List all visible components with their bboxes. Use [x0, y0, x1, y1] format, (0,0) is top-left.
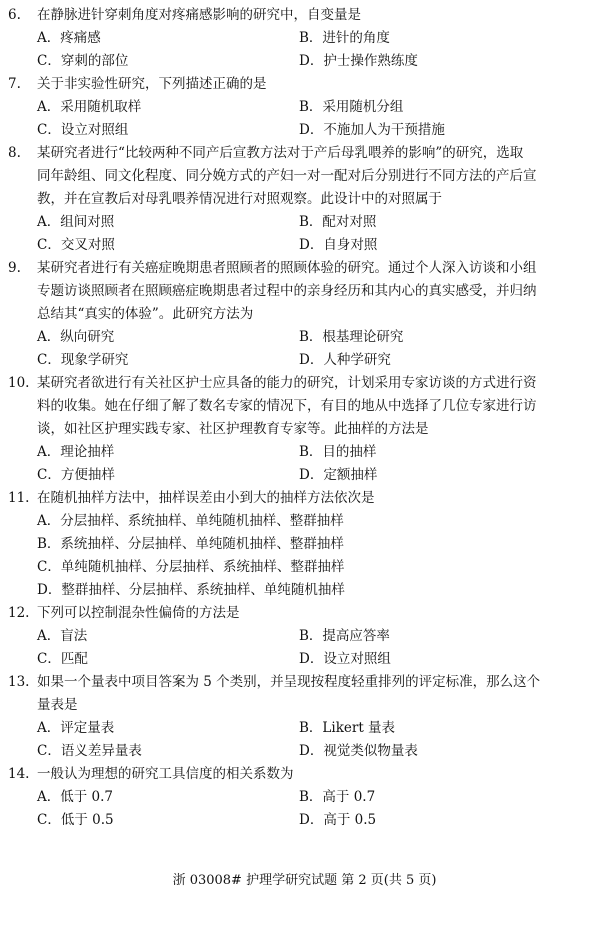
question-stem-continuation: 教，并在宣教后对母乳喂养情况进行对照观察。此设计中的对照属于	[37, 191, 442, 207]
option-row	[0, 50, 609, 73]
option: B．Likert 量表	[299, 720, 396, 736]
question-6	[0, 4, 609, 73]
option-group	[0, 786, 609, 832]
option-row	[0, 809, 609, 832]
question-stem-line	[0, 372, 609, 395]
option: A．评定量表	[37, 720, 115, 736]
option-row	[0, 234, 609, 257]
question-stem-line	[0, 763, 609, 786]
question-number: 10.	[8, 375, 30, 391]
page-footer: 浙 03008# 护理学研究试题 第 2 页(共 5 页)	[172, 873, 437, 888]
option-group	[0, 211, 609, 257]
option-row	[0, 717, 609, 740]
option: D．设立对照组	[299, 651, 391, 667]
option: A．分层抽样、系统抽样、单纯随机抽样、整群抽样	[37, 513, 344, 529]
option: C．低于 0.5	[37, 812, 114, 828]
option-group	[0, 96, 609, 142]
option: B．系统抽样、分层抽样、单纯随机抽样、整群抽样	[37, 536, 344, 552]
question-12	[0, 602, 609, 671]
question-stem: 某研究者进行“比较两种不同产后宣教方法对于产后母乳喂养的影响”的研究，选取	[37, 145, 524, 161]
option: C．单纯随机抽样、分层抽样、系统抽样、整群抽样	[37, 559, 345, 575]
question-stem-line	[0, 4, 609, 27]
option: D．人种学研究	[299, 352, 391, 368]
option-row	[0, 786, 609, 809]
option: B．进针的角度	[299, 30, 390, 46]
question-stem: 在静脉进针穿刺角度对疼痛感影响的研究中，自变量是	[37, 7, 361, 23]
option-row	[0, 326, 609, 349]
option: B．根基理论研究	[299, 329, 404, 345]
option: B．提高应答率	[299, 628, 390, 644]
question-stem-continuation: 总结其“真实的体验”。此研究方法为	[37, 306, 254, 322]
option-row	[0, 510, 609, 533]
question-10	[0, 372, 609, 487]
question-stem: 关于非实验性研究，下列描述正确的是	[37, 76, 267, 92]
option: D．定额抽样	[299, 467, 378, 483]
option: C．现象学研究	[37, 352, 129, 368]
question-stem: 某研究者欲进行有关社区护士应具备的能力的研究，计划采用专家访谈的方式进行资	[37, 375, 537, 391]
question-stem-continuation: 谈，如社区护理实践专家、社区护理教育专家等。此抽样的方法是	[37, 421, 429, 437]
option-group	[0, 326, 609, 372]
question-stem: 一般认为理想的研究工具信度的相关系数为	[37, 766, 294, 782]
option: A．理论抽样	[37, 444, 115, 460]
option: B．配对对照	[299, 214, 377, 230]
option-row	[0, 211, 609, 234]
option-row	[0, 740, 609, 763]
option: C．匹配	[37, 651, 88, 667]
option: B．采用随机分组	[299, 99, 404, 115]
option: C．穿刺的部位	[37, 53, 129, 69]
option: D．视觉类似物量表	[299, 743, 418, 759]
question-number: 8.	[8, 145, 21, 161]
question-number: 6.	[8, 7, 21, 23]
question-7	[0, 73, 609, 142]
question-list	[0, 4, 609, 832]
question-stem: 在随机抽样方法中，抽样误差由小到大的抽样方法依次是	[37, 490, 375, 506]
option: C．语义差异量表	[37, 743, 142, 759]
question-11	[0, 487, 609, 602]
option-group	[0, 717, 609, 763]
question-number: 11.	[8, 490, 30, 506]
question-8	[0, 142, 609, 257]
question-stem: 如果一个量表中项目答案为 5 个类别，并呈现按程度轻重排列的评定标准，那么这个	[37, 674, 541, 690]
question-stem-line	[0, 602, 609, 625]
option-group	[0, 510, 609, 602]
option: A．盲法	[37, 628, 88, 644]
option: C．方便抽样	[37, 467, 115, 483]
option-row	[0, 349, 609, 372]
option-group	[0, 441, 609, 487]
question-stem: 下列可以控制混杂性偏倚的方法是	[37, 605, 240, 621]
option-group	[0, 27, 609, 73]
option: C．设立对照组	[37, 122, 129, 138]
question-number: 12.	[8, 605, 30, 621]
option-row	[0, 533, 609, 556]
question-9	[0, 257, 609, 372]
option: D．自身对照	[299, 237, 378, 253]
question-stem-continuation: 量表是	[37, 697, 78, 713]
option: A．纵向研究	[37, 329, 115, 345]
question-stem-line	[0, 142, 609, 165]
question-stem-line	[0, 671, 609, 694]
option-row	[0, 27, 609, 50]
question-number: 9.	[8, 260, 21, 276]
option: A．组间对照	[37, 214, 115, 230]
question-number: 13.	[8, 674, 30, 690]
question-stem-continuation: 专题访谈照顾者在照顾癌症晚期患者过程中的亲身经历和其内心的真实感受，并归纳	[37, 283, 537, 299]
option-row	[0, 648, 609, 671]
option-row	[0, 96, 609, 119]
option: C．交叉对照	[37, 237, 115, 253]
option: A．低于 0.7	[37, 789, 114, 805]
option: D．高于 0.5	[299, 812, 377, 828]
question-stem-continuation: 同年龄组、同文化程度、同分娩方式的产妇一对一配对后分别进行不同方法的产后宣	[37, 168, 537, 184]
question-stem-continuation: 料的收集。她在仔细了解了数名专家的情况下，有目的地从中选择了几位专家进行访	[37, 398, 537, 414]
option-row	[0, 579, 609, 602]
question-stem: 某研究者进行有关癌症晚期患者照顾者的照顾体验的研究。通过个人深入访谈和小组	[37, 260, 537, 276]
option: D．整群抽样、分层抽样、系统抽样、单纯随机抽样	[37, 582, 345, 598]
question-number: 7.	[8, 76, 21, 92]
option: A．采用随机取样	[37, 99, 142, 115]
option-row	[0, 441, 609, 464]
question-number: 14.	[8, 766, 30, 782]
question-14	[0, 763, 609, 832]
question-stem-line	[0, 487, 609, 510]
option-group	[0, 625, 609, 671]
question-stem-line	[0, 73, 609, 96]
option: D．护士操作熟练度	[299, 53, 418, 69]
option: B．目的抽样	[299, 444, 377, 460]
option: A．疼痛感	[37, 30, 101, 46]
option-row	[0, 625, 609, 648]
option-row	[0, 556, 609, 579]
question-13	[0, 671, 609, 763]
option-row	[0, 464, 609, 487]
option: B．高于 0.7	[299, 789, 376, 805]
option: D．不施加人为干预措施	[299, 122, 445, 138]
option-row	[0, 119, 609, 142]
question-stem-line	[0, 257, 609, 280]
